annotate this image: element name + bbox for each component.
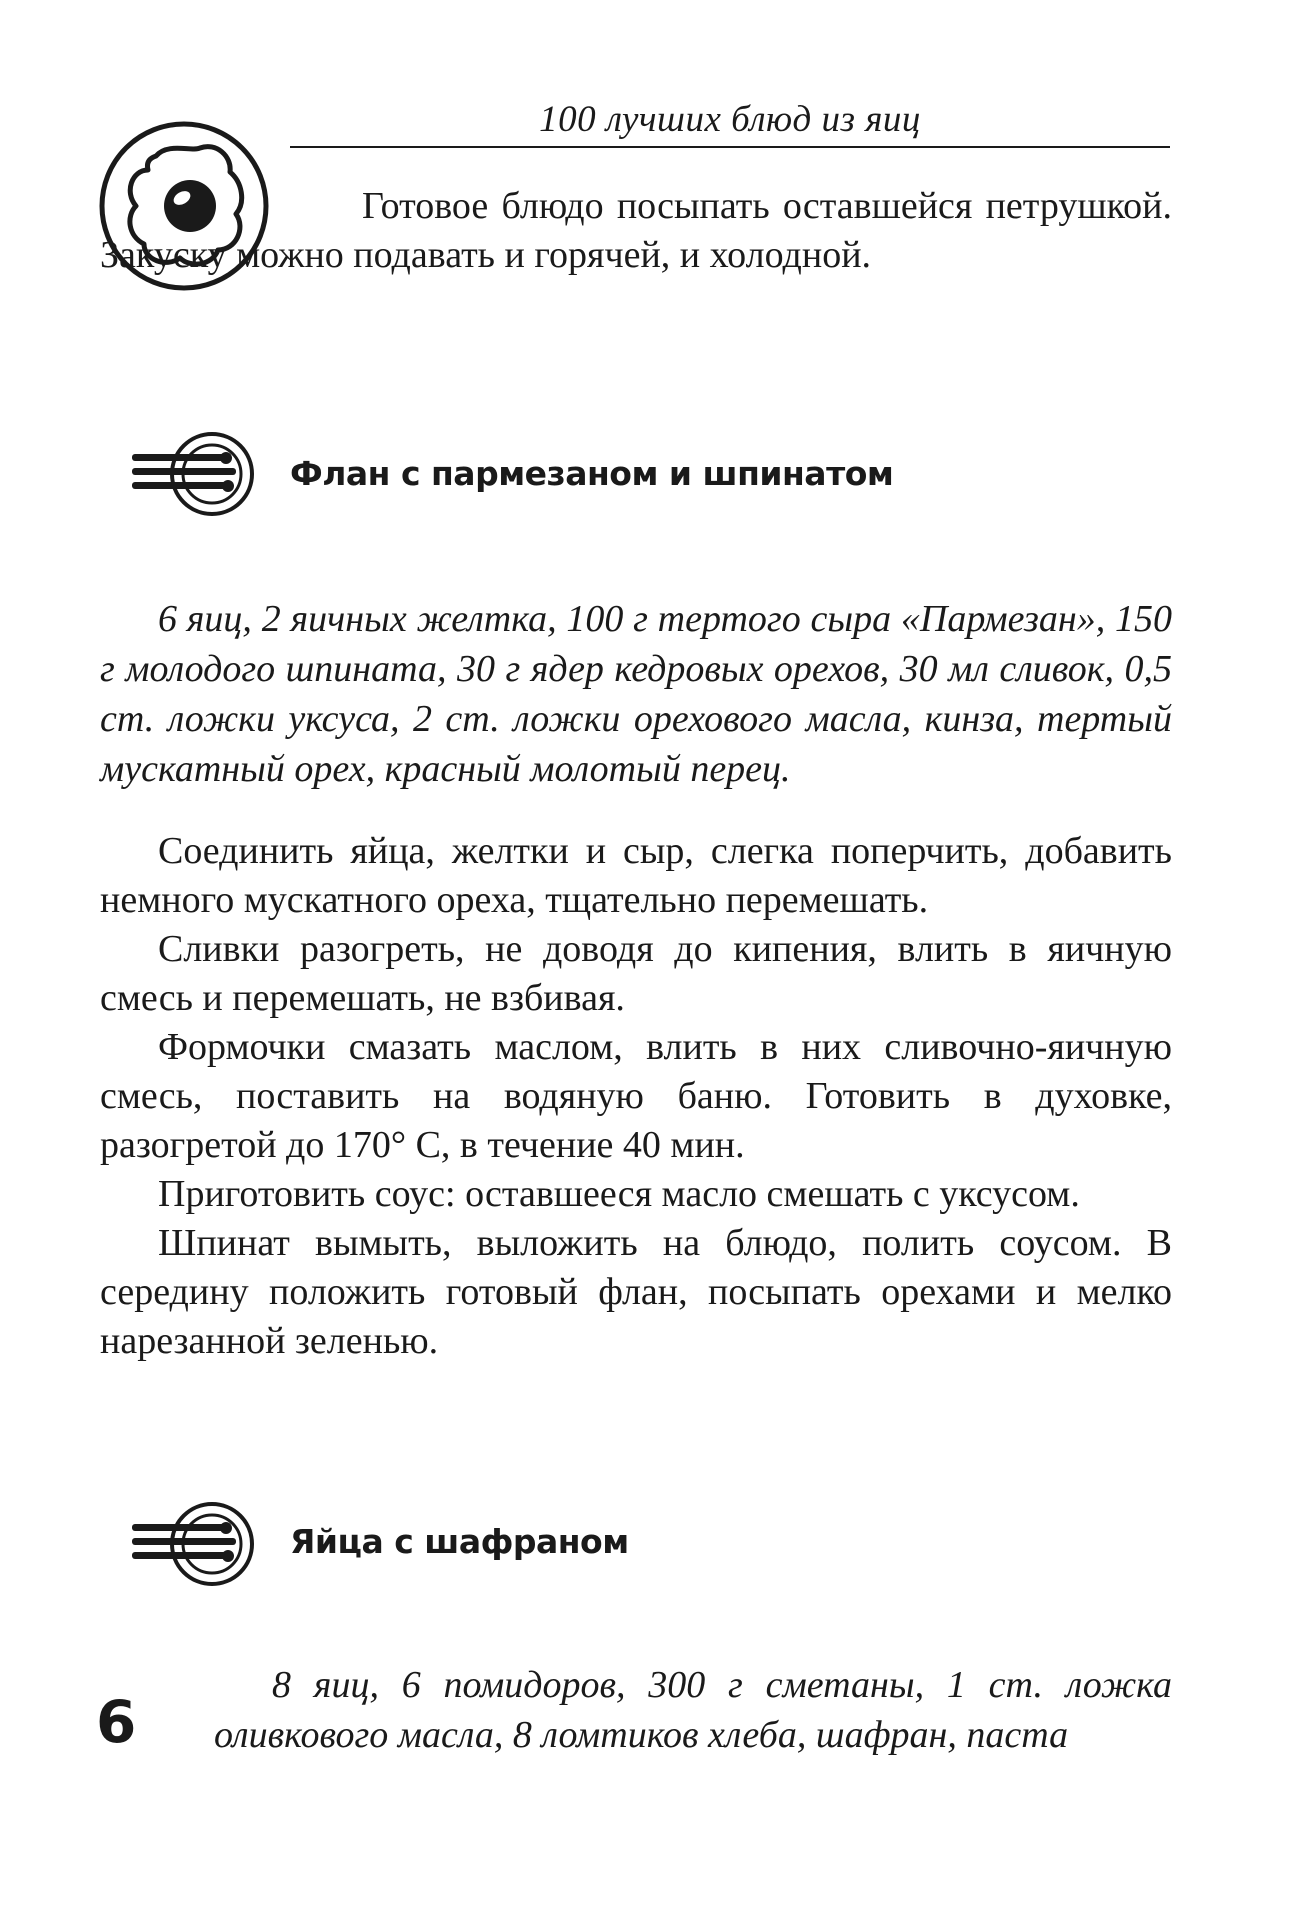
plate-cutlery-icon: [128, 424, 256, 524]
page-number: 6: [96, 1688, 137, 1756]
step-paragraph: Формочки смазать маслом, влить в них сливочно-яичную смесь, поставить на водяную баню. Готовить в духовке, разогретой до 170° С, в течение 40 мин.: [100, 1026, 1172, 1166]
intro-paragraph: [100, 182, 1172, 280]
recipe-2-ingredients: 8 яиц, 6 помидоров, 300 г сметаны, 1 ст. ложка оливкового масла, 8 ломтиков хлеба, шафран, паста: [214, 1664, 1172, 1756]
recipe-2-title: Яйца с шафраном: [290, 1522, 629, 1561]
recipe-1-title: Флан с пармезаном и шпинатом: [290, 454, 894, 493]
running-header: 100 лучших блюд из яиц: [539, 99, 921, 140]
plate-cutlery-icon: [128, 1494, 256, 1594]
intro-text: Готовое блюдо посыпать оставшейся петрушкой. Закуску можно подавать и горячей, и холодной.: [100, 185, 1172, 276]
step-paragraph: Шпинат вымыть, выложить на блюдо, полить соусом. В середину положить готовый флан, посыпать орехами и мелко нарезанной зеленью.: [100, 1222, 1172, 1362]
header-rule: [290, 146, 1170, 148]
step-paragraph: Приготовить соус: оставшееся масло смешать с уксусом.: [158, 1173, 1080, 1215]
step-paragraph: Соединить яйца, желтки и сыр, слегка поперчить, добавить немного мускатного ореха, тщательно перемешать.: [100, 830, 1172, 921]
recipe-1-ingredients: 6 яиц, 2 яичных желтка, 100 г тертого сыра «Пармезан», 150 г молодого шпината, 30 г ядер кедровых орехов, 30 мл сливок, 0,5 ст. ложки уксуса, 2 ст. ложки орехового масла, кинза, тертый мускатный орех, красный молотый перец.: [100, 598, 1172, 790]
step-paragraph: Сливки разогреть, не доводя до кипения, влить в яичную смесь и перемешать, не взбивая.: [100, 928, 1172, 1019]
recipe-1-steps: [100, 827, 1172, 1366]
